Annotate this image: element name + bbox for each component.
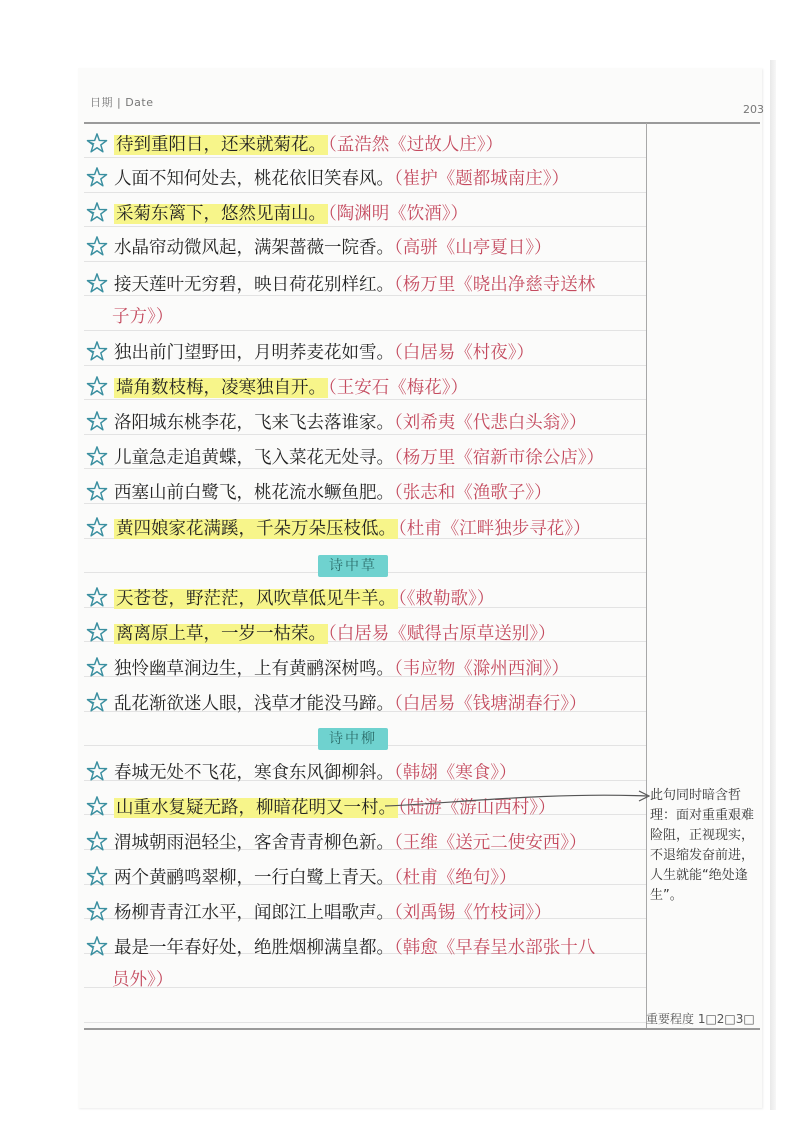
poem-source: （韦应物《滁州西涧》） xyxy=(394,659,569,679)
star-icon xyxy=(86,585,108,605)
poem-verse: 接天莲叶无穷碧，映日荷花别样红。 xyxy=(114,275,394,295)
poem-source: （《敕勒歌》） xyxy=(398,589,495,609)
poem-entry xyxy=(86,826,631,860)
poem-verse: 待到重阳日，还来就菊花。 xyxy=(116,135,326,155)
poem-entry xyxy=(86,371,631,405)
star-icon xyxy=(86,620,108,640)
poem-verse: 离离原上草，一岁一枯荣。 xyxy=(116,624,326,644)
star-icon xyxy=(86,165,108,185)
poem-source-continued: 员外》） xyxy=(112,970,174,990)
star-icon xyxy=(86,934,108,954)
star-icon xyxy=(86,409,108,429)
poem-verse: 墙角数枝梅，凌寒独自开。 xyxy=(116,378,326,398)
poem-entry xyxy=(86,162,631,196)
poem-entry xyxy=(86,582,631,616)
poem-entry xyxy=(86,268,631,302)
poem-verse: 最是一年春好处，绝胜烟柳满皇都。 xyxy=(114,938,394,958)
poem-verse: 天苍苍，野茫茫，风吹草低见牛羊。 xyxy=(116,589,396,609)
poem-source: （陶渊明《饮酒》） xyxy=(328,204,468,224)
poem-source: （刘希夷《代悲白头翁》） xyxy=(394,413,587,433)
page-number: 203 xyxy=(743,103,764,116)
bottom-rule xyxy=(84,1028,760,1030)
poem-entry xyxy=(86,441,631,475)
star-icon xyxy=(86,515,108,535)
star-icon xyxy=(86,479,108,499)
poem-verse: 西塞山前白鹭飞，桃花流水鳜鱼肥。 xyxy=(114,483,394,503)
star-icon xyxy=(86,339,108,359)
poem-entry xyxy=(86,687,631,721)
poem-verse: 独怜幽草涧边生，上有黄鹂深树鸣。 xyxy=(114,659,394,679)
poem-entry xyxy=(86,128,631,162)
poem-source-continued: 子方》） xyxy=(112,307,174,327)
poem-entry xyxy=(86,652,631,686)
section-heading-willow: 诗中柳 xyxy=(318,728,388,750)
page-edge xyxy=(770,60,776,1110)
poem-source: （韩愈《早春呈水部张十八 xyxy=(394,938,596,958)
poem-verse: 儿童急走追黄蝶，飞入菜花无处寻。 xyxy=(114,448,394,468)
poem-source: （杜甫《江畔独步寻花》） xyxy=(398,519,591,539)
ruled-line xyxy=(84,1022,646,1023)
poem-verse: 独出前门望野田，月明荞麦花如雪。 xyxy=(114,343,394,363)
poem-verse: 黄四娘家花满蹊，千朵万朵压枝低。 xyxy=(116,519,396,539)
poem-entry xyxy=(86,231,631,265)
poem-verse: 人面不知何处去，桃花依旧笑春风。 xyxy=(114,169,394,189)
poem-source: （王维《送元二使安西》） xyxy=(394,833,587,853)
date-label: 日期 | Date xyxy=(90,96,154,109)
star-icon xyxy=(86,234,108,254)
poem-verse: 山重水复疑无路，柳暗花明又一村。 xyxy=(116,798,396,818)
section-heading-grass: 诗中草 xyxy=(318,555,388,577)
poem-verse: 两个黄鹂鸣翠柳，一行白鹭上青天。 xyxy=(114,868,394,888)
importance-rating: 重要程度 1□2□3□ xyxy=(646,1012,755,1026)
poem-entry xyxy=(86,617,631,651)
star-icon xyxy=(86,864,108,884)
star-icon xyxy=(86,200,108,220)
poem-entry xyxy=(86,197,631,231)
poem-source: （杜甫《绝句》） xyxy=(394,868,517,888)
poem-source: （刘禹锡《竹枝词》） xyxy=(394,903,552,923)
poem-entry xyxy=(86,861,631,895)
star-icon xyxy=(86,131,108,151)
star-icon xyxy=(86,899,108,919)
poem-verse: 春城无处不飞花，寒食东风御柳斜。 xyxy=(114,763,394,783)
poem-source: （崔护《题都城南庄》） xyxy=(394,169,569,189)
poem-source: （白居易《赋得古原草送别》） xyxy=(328,624,556,644)
margin-note: 此句同时暗含哲理：面对重重艰难险阻，正视现实，不退缩发奋前进，人生就能“绝处逢生”。 xyxy=(650,788,755,903)
poem-source: （王安石《梅花》） xyxy=(328,378,468,398)
poem-source: （白居易《村夜》） xyxy=(394,343,534,363)
star-icon xyxy=(86,655,108,675)
poem-source: （白居易《钱塘湖春行》） xyxy=(394,694,587,714)
star-icon xyxy=(86,829,108,849)
poem-entry xyxy=(86,512,631,546)
poem-verse: 采菊东篱下，悠然见南山。 xyxy=(116,204,326,224)
poem-entry xyxy=(86,336,631,370)
poem-source: （孟浩然《过故人庄》） xyxy=(328,135,503,155)
poem-verse: 乱花渐欲迷人眼，浅草才能没马蹄。 xyxy=(114,694,394,714)
star-icon xyxy=(86,444,108,464)
poem-source: （高骈《山亭夏日》） xyxy=(394,238,552,258)
poem-verse: 渭城朝雨浥轻尘，客舍青青柳色新。 xyxy=(114,833,394,853)
poem-verse: 水晶帘动微风起，满架蔷薇一院香。 xyxy=(114,238,394,258)
poem-source: （陆游《游山西村》） xyxy=(398,798,556,818)
poem-source: （杨万里《宿新市徐公店》） xyxy=(394,448,604,468)
margin-rule xyxy=(646,123,647,1028)
poem-source: （张志和《渔歌子》） xyxy=(394,483,552,503)
poem-verse: 洛阳城东桃李花，飞来飞去落谁家。 xyxy=(114,413,394,433)
star-icon xyxy=(86,374,108,394)
poem-source: （杨万里《晓出净慈寺送林 xyxy=(394,275,596,295)
star-icon xyxy=(86,690,108,710)
poem-entry xyxy=(86,931,631,965)
poem-verse: 杨柳青青江水平，闻郎江上唱歌声。 xyxy=(114,903,394,923)
star-icon xyxy=(86,759,108,779)
annotation-arrow xyxy=(385,784,655,824)
poem-entry xyxy=(86,476,631,510)
poem-entry xyxy=(86,896,631,930)
poem-source: （韩翃《寒食》） xyxy=(394,763,517,783)
star-icon xyxy=(86,794,108,814)
star-icon xyxy=(86,271,108,291)
poem-entry xyxy=(86,406,631,440)
